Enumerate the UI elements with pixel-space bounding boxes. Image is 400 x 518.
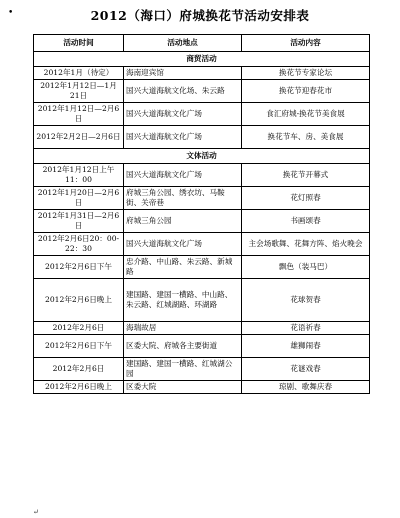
cell-time: 2012年1月31日—2月6日	[34, 210, 124, 233]
table-row	[34, 126, 370, 149]
cell-place: 海南迎宾馆	[124, 67, 242, 80]
section-row	[34, 149, 370, 164]
cell-place: 府城三角公园	[124, 210, 242, 233]
cell-content: 换花节开幕式	[242, 164, 370, 187]
section-title: 文体活动	[34, 149, 370, 164]
cell-place: 国兴大道海航文化广场	[124, 126, 242, 149]
cell-place: 国兴大道海航文化场、朱云路	[124, 80, 242, 103]
cell-time: 2012年2月6日晚上	[34, 279, 124, 322]
table-row	[34, 335, 370, 358]
cell-content: 食汇府城-换花节美食展	[242, 103, 370, 126]
cell-time: 2012年2月6日20：00-22：30	[34, 233, 124, 256]
table-row	[34, 322, 370, 335]
cell-time: 2012年1月12日—2月6日	[34, 103, 124, 126]
cell-place: 府城三角公园、绣衣坊、马鞍街、关帝巷	[124, 187, 242, 210]
cell-content: 花语祈春	[242, 322, 370, 335]
cell-content: 花谜戏春	[242, 358, 370, 381]
table-row	[34, 187, 370, 210]
table-row	[34, 256, 370, 279]
cell-place: 忠介路、中山路、朱云路、新城路	[124, 256, 242, 279]
schedule-table	[33, 34, 370, 394]
cell-place: 建国路、建国一横路、中山路、朱云路、红城湖路、环湖路	[124, 279, 242, 322]
cell-place: 区委大院、府城各主要街道	[124, 335, 242, 358]
cell-time: 2012年2月6日	[34, 322, 124, 335]
list-bullet: •	[8, 8, 14, 18]
cell-place: 国兴大道海航文化广场	[124, 233, 242, 256]
header-place: 活动地点	[124, 35, 242, 52]
cell-content: 换花节车、房、美食展	[242, 126, 370, 149]
cell-content: 主会场歌舞、花舞方阵、焰火晚会	[242, 233, 370, 256]
cell-time: 2012年2月6日下午	[34, 335, 124, 358]
cell-content: 换花节迎春花市	[242, 80, 370, 103]
paragraph-mark: ↵	[33, 508, 39, 516]
cell-time: 2012年1月12日上午11：00	[34, 164, 124, 187]
cell-content: 换花节专家论坛	[242, 67, 370, 80]
header-time: 活动时间	[34, 35, 124, 52]
cell-content: 花球贺春	[242, 279, 370, 322]
cell-time: 2012年2月6日晚上	[34, 381, 124, 394]
table-row	[34, 358, 370, 381]
table-header-row	[34, 35, 370, 52]
cell-time: 2012年1月20日—2月6日	[34, 187, 124, 210]
cell-place: 区委大院	[124, 381, 242, 394]
table-row	[34, 80, 370, 103]
cell-content: 琼剧、歌舞庆春	[242, 381, 370, 394]
cell-time: 2012年2月6日	[34, 358, 124, 381]
section-title: 商贸活动	[34, 52, 370, 67]
cell-place: 国兴大道海航文化广场	[124, 164, 242, 187]
section-row	[34, 52, 370, 67]
cell-place: 建国路、建国一横路、红城湖公园	[124, 358, 242, 381]
cell-content: 雄狮闹春	[242, 335, 370, 358]
cell-place: 海瑞故居	[124, 322, 242, 335]
header-content: 活动内容	[242, 35, 370, 52]
cell-time: 2012年2月2日—2月6日	[34, 126, 124, 149]
table-row	[34, 381, 370, 394]
table-row	[34, 279, 370, 322]
cell-content: 飘色（装马巴）	[242, 256, 370, 279]
cell-content: 书画颂春	[242, 210, 370, 233]
cell-place: 国兴大道海航文化广场	[124, 103, 242, 126]
table-row	[34, 164, 370, 187]
cell-content: 花灯照春	[242, 187, 370, 210]
table-row	[34, 233, 370, 256]
table-row	[34, 67, 370, 80]
table-row	[34, 103, 370, 126]
page-title: 2012（海口）府城换花节活动安排表	[90, 8, 310, 23]
cell-time: 2012年2月6日下午	[34, 256, 124, 279]
cell-time: 2012年1月12日—1月21日	[34, 80, 124, 103]
cell-time: 2012年1月（待定）	[34, 67, 124, 80]
table-row	[34, 210, 370, 233]
